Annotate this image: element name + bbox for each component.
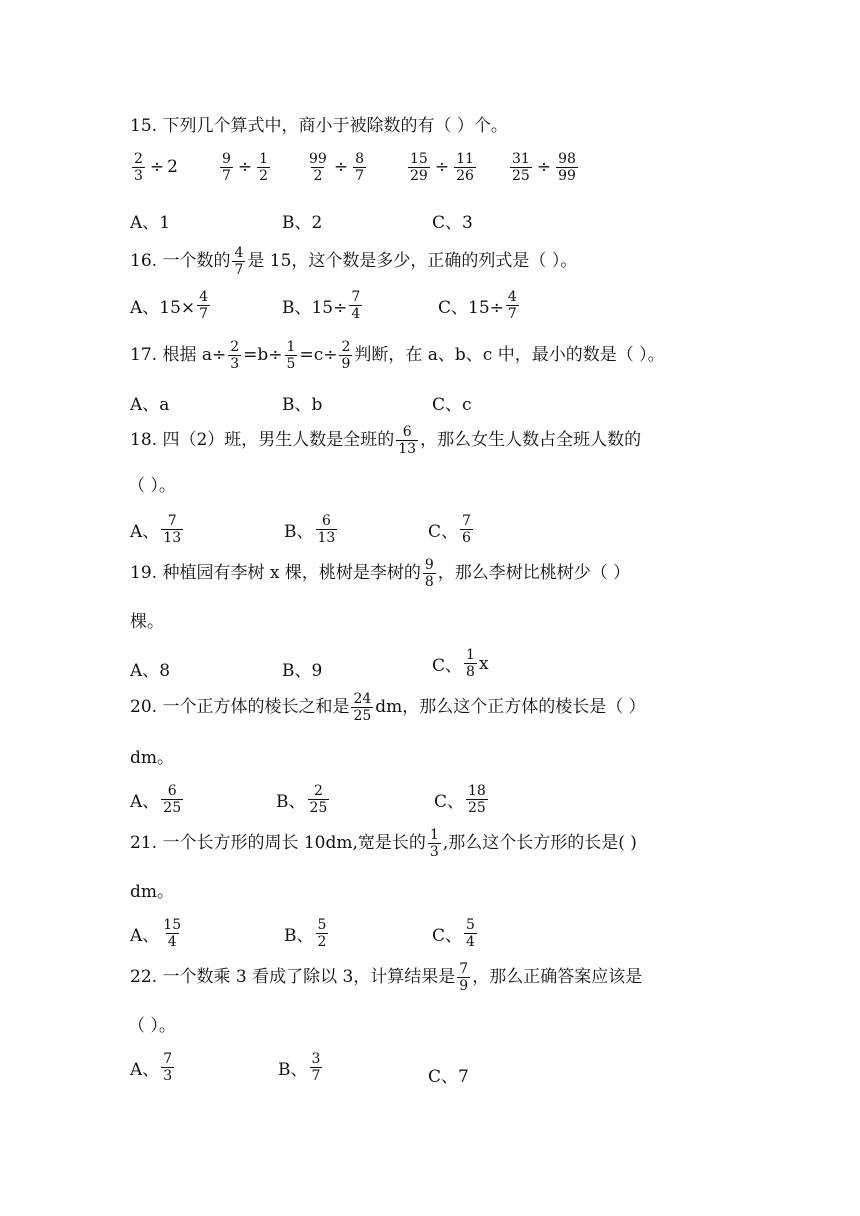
- q16-option-b: B、15÷ $\frac{7}{4}$: [282, 289, 361, 322]
- q22-option-b: B、 $\frac{3}{7}$: [278, 1051, 321, 1084]
- q22-option-c: C、7: [428, 1067, 469, 1087]
- question-17-text: 17. 根据 a÷ $\frac{2}{3}$ =b÷ $\frac{1}{5}$ =c÷ $\frac{2}{9}$ 判断，在 a、b、c 中，最小的数是（ ）。: [130, 339, 665, 372]
- q18-option-a: A、 $\frac{7}{13}$: [130, 513, 182, 546]
- question-21-text: 21. 一个长方形的周长 10dm,宽是长的 $\frac{1}{3}$ ,那么这个长方形的长是( ): [130, 827, 637, 860]
- q21-option-b: B、 $\frac{5}{2}$: [284, 917, 327, 950]
- q15-option-b: B、2: [282, 213, 323, 233]
- question-18-line2: （ ）。: [128, 476, 176, 496]
- q15-option-c: C、3: [432, 213, 473, 233]
- q16-option-c: C、15÷ $\frac{4}{7}$: [438, 289, 517, 322]
- question-22-line2: （ ）。: [128, 1016, 176, 1036]
- question-21-line2: dm。: [130, 882, 175, 902]
- q16-option-a: A、15× $\frac{4}{7}$: [130, 289, 209, 322]
- q15-option-a: A、1: [130, 213, 171, 233]
- q18-option-c: C、 $\frac{7}{6}$: [428, 513, 471, 546]
- q17-option-a: A、a: [130, 395, 170, 415]
- question-20-text: 20. 一个正方体的棱长之和是 $\frac{24}{25}$ dm，那么这个正方体的棱长是（ ）: [130, 691, 646, 724]
- q21-option-a: A、 $\frac{15}{4}$: [130, 917, 182, 950]
- question-18-text: 18. 四（2）班，男生人数是全班的 $\frac{6}{13}$ ，那么女生人数占全班人数的: [130, 424, 642, 457]
- question-19-line2: 棵。: [130, 612, 164, 632]
- q15-expr-4: $\frac{15}{29}$ ÷ $\frac{11}{26}$: [410, 151, 474, 184]
- q19-option-a: A、8: [130, 661, 171, 681]
- q19-option-c: C、 $\frac{1}{8}$ x: [432, 647, 489, 680]
- q20-option-c: C、 $\frac{18}{25}$: [434, 783, 486, 816]
- q20-option-a: A、 $\frac{6}{25}$: [130, 783, 182, 816]
- question-15-text: 15. 下列几个算式中，商小于被除数的有（ ）个。: [130, 116, 508, 136]
- q15-expr-1: $\frac{2}{3}$ ÷ 2: [134, 151, 178, 184]
- q18-option-b: B、 $\frac{6}{13}$: [284, 513, 336, 546]
- question-22-text: 22. 一个数乘 3 看成了除以 3，计算结果是 $\frac{7}{9}$ ，那么正确答案应该是: [130, 961, 643, 994]
- question-20-line2: dm。: [130, 748, 175, 768]
- q22-option-a: A、 $\frac{7}{3}$: [130, 1051, 173, 1084]
- q20-option-b: B、 $\frac{2}{25}$: [276, 783, 328, 816]
- question-16-text: 16. 一个数的 $\frac{4}{7}$ 是 15，这个数是多少，正确的列式是（ ）。: [130, 245, 578, 278]
- q15-expr-5: $\frac{31}{25}$ ÷ $\frac{98}{99}$: [512, 151, 576, 184]
- q17-option-b: B、b: [282, 395, 323, 415]
- q21-option-c: C、 $\frac{5}{4}$: [432, 917, 475, 950]
- q17-option-c: C、c: [432, 395, 472, 415]
- q15-expr-2: $\frac{9}{7}$ ÷ $\frac{1}{2}$: [222, 151, 269, 184]
- q19-option-b: B、9: [282, 661, 323, 681]
- question-19-text: 19. 种植园有李树 x 棵，桃树是李树的 $\frac{9}{8}$ ，那么李树比桃树少（ ）: [130, 557, 631, 590]
- q15-expr-3: $\frac{99}{2}$ ÷ $\frac{8}{7}$: [309, 151, 364, 184]
